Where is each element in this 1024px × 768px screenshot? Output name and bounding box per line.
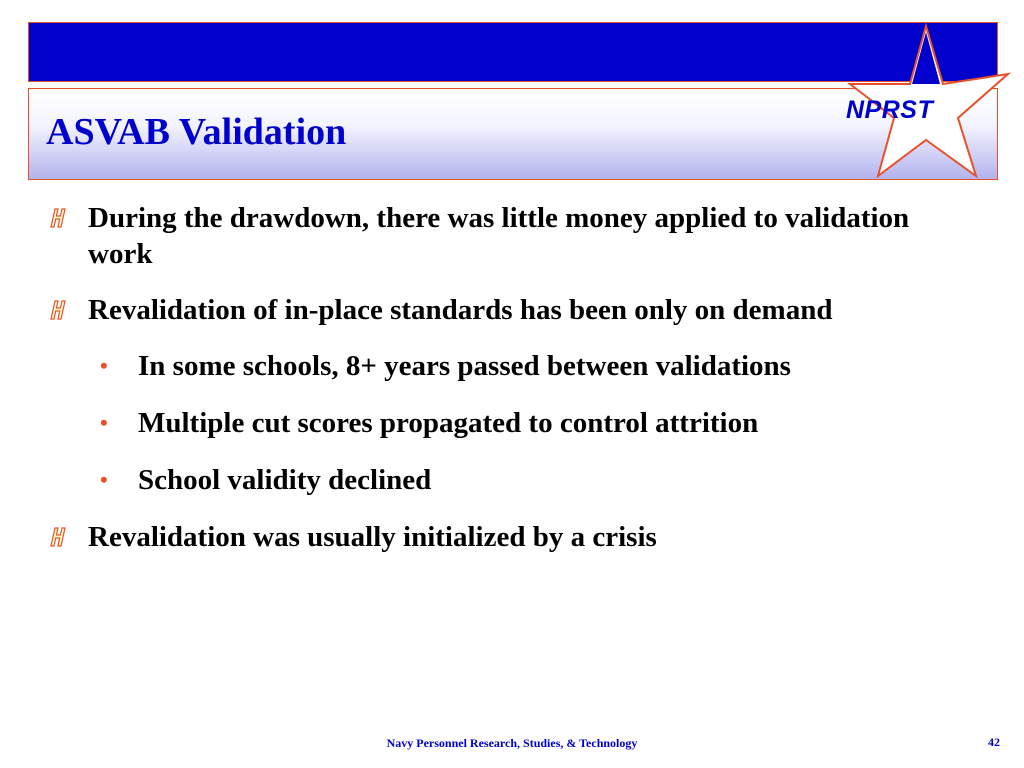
dot-bullet-icon: • (100, 410, 108, 435)
sub-bullet-item (48, 348, 968, 384)
slide-title: ASVAB Validation (46, 111, 347, 153)
sub-bullet-text: Multiple cut scores propagated to control attrition (138, 407, 759, 439)
bullet-item (48, 200, 968, 272)
dot-bullet-icon: • (100, 353, 108, 378)
h-bullet-icon (50, 527, 66, 547)
sub-bullet-text: In some schools, 8+ years passed between validations (138, 350, 791, 382)
sub-bullet-item (48, 462, 968, 498)
bullet-item (48, 292, 968, 328)
slide-footer: Navy Personnel Research, Studies, & Technology (386, 736, 638, 750)
bullet-list (48, 200, 968, 575)
dot-bullet-icon: • (100, 467, 108, 492)
h-bullet-icon (50, 300, 66, 320)
nprst-logo-text: NPRST (846, 96, 934, 124)
page-number: 42 (988, 735, 1000, 749)
sub-bullet-text: School validity declined (138, 464, 432, 496)
bullet-item (48, 519, 968, 555)
bullet-text: During the drawdown, there was little money applied to validation work (88, 202, 910, 270)
bullet-text: Revalidation of in-place standards has been only on demand (88, 294, 833, 326)
bullet-text: Revalidation was usually initialized by a crisis (88, 521, 657, 553)
slide-header (28, 22, 1000, 180)
h-bullet-icon (50, 208, 66, 228)
sub-bullet-item (48, 405, 968, 441)
